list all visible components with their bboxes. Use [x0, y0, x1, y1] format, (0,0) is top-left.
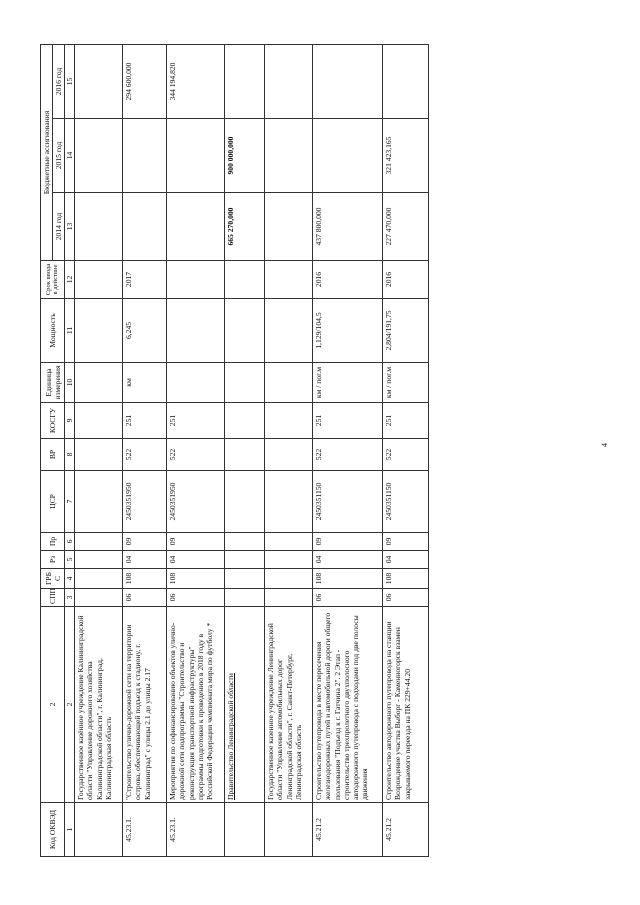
column-number-row	[65, 44, 75, 856]
cell-spp: 06	[383, 589, 429, 607]
cell-code: 45.21.2	[313, 803, 383, 857]
column-number: 7	[65, 471, 75, 533]
cell-pr	[75, 533, 123, 551]
cell-2016	[265, 44, 313, 118]
cell-rz	[75, 551, 123, 569]
table-body	[75, 44, 429, 856]
cell-2015	[167, 119, 225, 193]
header-budget-group: Бюджетные ассигнования	[41, 44, 53, 260]
cell-2016	[383, 44, 429, 118]
header-power: Мощность	[41, 299, 65, 363]
cell-spp: 06	[313, 589, 383, 607]
cell-2016	[313, 44, 383, 118]
cell-csr	[75, 471, 123, 533]
header-kosgu: КОСГУ	[41, 403, 65, 439]
cell-kosgu: 251	[167, 403, 225, 439]
cell-grbs	[75, 569, 123, 589]
cell-spp: 06	[167, 589, 225, 607]
cell-vr	[75, 439, 123, 471]
cell-2014	[75, 193, 123, 261]
column-number: 14	[65, 119, 75, 193]
cell-term	[265, 261, 313, 299]
column-number: 8	[65, 439, 75, 471]
cell-term	[225, 261, 265, 299]
cell-2015: 321 423,165	[383, 119, 429, 193]
cell-2015	[313, 119, 383, 193]
header-year-2016: 2016 год	[53, 44, 65, 118]
cell-pr	[265, 533, 313, 551]
cell-unit: км	[123, 363, 167, 403]
cell-grbs: 108	[313, 569, 383, 589]
cell-grbs: 108	[123, 569, 167, 589]
cell-name: Мероприятия по софинансированию объектов улично-дорожной сети подпрограммы "Строительство и реконструкция транспортной инфраструктуры" программы подготовки к проведению в 2018 году в Российской Федерации чемпионата мира по футболу *	[167, 607, 225, 803]
budget-allocation-table	[40, 44, 429, 857]
cell-vr: 522	[167, 439, 225, 471]
header-rz: Рз	[41, 551, 65, 569]
column-number: 1	[65, 803, 75, 857]
cell-name: Правительство Ленинградской области	[225, 607, 265, 803]
header-spp: СПП	[41, 589, 65, 607]
cell-2014	[265, 193, 313, 261]
cell-rz: 04	[167, 551, 225, 569]
cell-spp	[265, 589, 313, 607]
column-number: 13	[65, 193, 75, 261]
cell-unit	[167, 363, 225, 403]
header-year-2014: 2014 год	[53, 193, 65, 261]
column-number: 10	[65, 363, 75, 403]
cell-2015: 900 000,000	[225, 119, 265, 193]
cell-code: 45.23.1.	[167, 803, 225, 857]
page-number: 4	[600, 443, 609, 447]
header-year-2015: 2015 год	[53, 119, 65, 193]
cell-vr: 522	[383, 439, 429, 471]
cell-code	[225, 803, 265, 857]
cell-name: "Строительство улично-дорожной сети на территории острова, обеспечивающей подъезд к стадиону, г. Калининград" с улицы 2.1 до улицы 2.17	[123, 607, 167, 803]
header-term: Срок ввода в действие	[41, 261, 65, 299]
cell-2016: 294 600,000	[123, 44, 167, 118]
column-number: 4	[65, 569, 75, 589]
cell-power: 2,804/191,75	[383, 299, 429, 363]
header-okved: Код ОКВЭД	[41, 803, 65, 857]
cell-csr: 2450351150	[383, 471, 429, 533]
cell-code: 45.23.1.	[123, 803, 167, 857]
cell-pr: 09	[167, 533, 225, 551]
column-number: 5	[65, 551, 75, 569]
cell-name: Строительство автодорожного путепровода на станции Возрождение участка Выборг - Каменногорск взамен закрываемого переезда на ПК 229+44.20	[383, 607, 429, 803]
cell-kosgu	[265, 403, 313, 439]
cell-code	[265, 803, 313, 857]
table-row	[265, 44, 313, 856]
header-pr: Пр	[41, 533, 65, 551]
column-number: 12	[65, 261, 75, 299]
table-row	[167, 44, 225, 856]
cell-2015	[75, 119, 123, 193]
table-row	[383, 44, 429, 856]
cell-rz	[265, 551, 313, 569]
table-row	[123, 44, 167, 856]
cell-spp	[225, 589, 265, 607]
table-row	[225, 44, 265, 856]
cell-power	[75, 299, 123, 363]
header-row-top	[41, 44, 53, 856]
cell-pr: 09	[383, 533, 429, 551]
column-number: 11	[65, 299, 75, 363]
cell-name: Строительство путепровода в месте пересечения железнодорожных путей и автомобильной дороги общего пользования "Подъезд к г. Гатчина 2". 2 Этап - строительство трехпролетного двухполосного автодорожного путепровода с подходами под две полосы движения	[313, 607, 383, 803]
cell-kosgu: 251	[313, 403, 383, 439]
cell-2016	[75, 44, 123, 118]
cell-kosgu	[75, 403, 123, 439]
cell-csr: 2450351950	[167, 471, 225, 533]
cell-vr	[225, 439, 265, 471]
cell-2016: 344 194,820	[167, 44, 225, 118]
column-number: 15	[65, 44, 75, 118]
cell-2015	[123, 119, 167, 193]
header-name: 2	[41, 607, 65, 803]
cell-2014: 665 270,000	[225, 193, 265, 261]
cell-2015	[265, 119, 313, 193]
cell-term	[75, 261, 123, 299]
cell-rz	[225, 551, 265, 569]
cell-grbs: 108	[383, 569, 429, 589]
cell-term	[167, 261, 225, 299]
cell-rz: 04	[313, 551, 383, 569]
cell-vr	[265, 439, 313, 471]
cell-2014	[167, 193, 225, 261]
cell-spp: 06	[123, 589, 167, 607]
cell-2014: 227 470,000	[383, 193, 429, 261]
header-unit: Единица измерения	[41, 363, 65, 403]
cell-term: 2016	[313, 261, 383, 299]
cell-term: 2017	[123, 261, 167, 299]
cell-kosgu: 251	[383, 403, 429, 439]
header-csr: ЦСР	[41, 471, 65, 533]
cell-vr: 522	[123, 439, 167, 471]
cell-power	[265, 299, 313, 363]
cell-power	[225, 299, 265, 363]
table-row	[313, 44, 383, 856]
cell-grbs: 108	[167, 569, 225, 589]
cell-name: Государственное казенное учреждение Ленинградской области "Управление автомобильных дорог Ленинградской области", г. Санкт-Петербург, Ленинградская область	[265, 607, 313, 803]
cell-code	[75, 803, 123, 857]
cell-grbs	[265, 569, 313, 589]
cell-spp	[75, 589, 123, 607]
cell-csr	[225, 471, 265, 533]
cell-pr: 09	[313, 533, 383, 551]
cell-csr: 2450351150	[313, 471, 383, 533]
cell-unit	[265, 363, 313, 403]
column-number: 3	[65, 589, 75, 607]
header-vr: ВР	[41, 439, 65, 471]
header-grbs: ГРБ С	[41, 569, 65, 589]
cell-unit: км / пог.м	[313, 363, 383, 403]
cell-unit	[225, 363, 265, 403]
cell-kosgu	[225, 403, 265, 439]
cell-power: 1,129/104,5	[313, 299, 383, 363]
cell-power	[167, 299, 225, 363]
cell-grbs	[225, 569, 265, 589]
cell-2016	[225, 44, 265, 118]
cell-term: 2016	[383, 261, 429, 299]
column-number: 6	[65, 533, 75, 551]
cell-code: 45.21.2	[383, 803, 429, 857]
table-row	[75, 44, 123, 856]
column-number: 2	[65, 607, 75, 803]
cell-name: Государственное казённое учреждение Калининградской области "Управление дорожного хозяйства Калининградской области", г. Калининград, Калининградская область	[75, 607, 123, 803]
cell-rz: 04	[383, 551, 429, 569]
cell-unit	[75, 363, 123, 403]
cell-pr: 09	[123, 533, 167, 551]
column-number: 9	[65, 403, 75, 439]
cell-2014: 437 800,000	[313, 193, 383, 261]
cell-kosgu: 251	[123, 403, 167, 439]
cell-2014	[123, 193, 167, 261]
cell-rz: 04	[123, 551, 167, 569]
cell-unit: км / пог.м	[383, 363, 429, 403]
cell-csr: 2450351950	[123, 471, 167, 533]
cell-csr	[265, 471, 313, 533]
cell-pr	[225, 533, 265, 551]
cell-vr: 522	[313, 439, 383, 471]
cell-power: 6,245	[123, 299, 167, 363]
